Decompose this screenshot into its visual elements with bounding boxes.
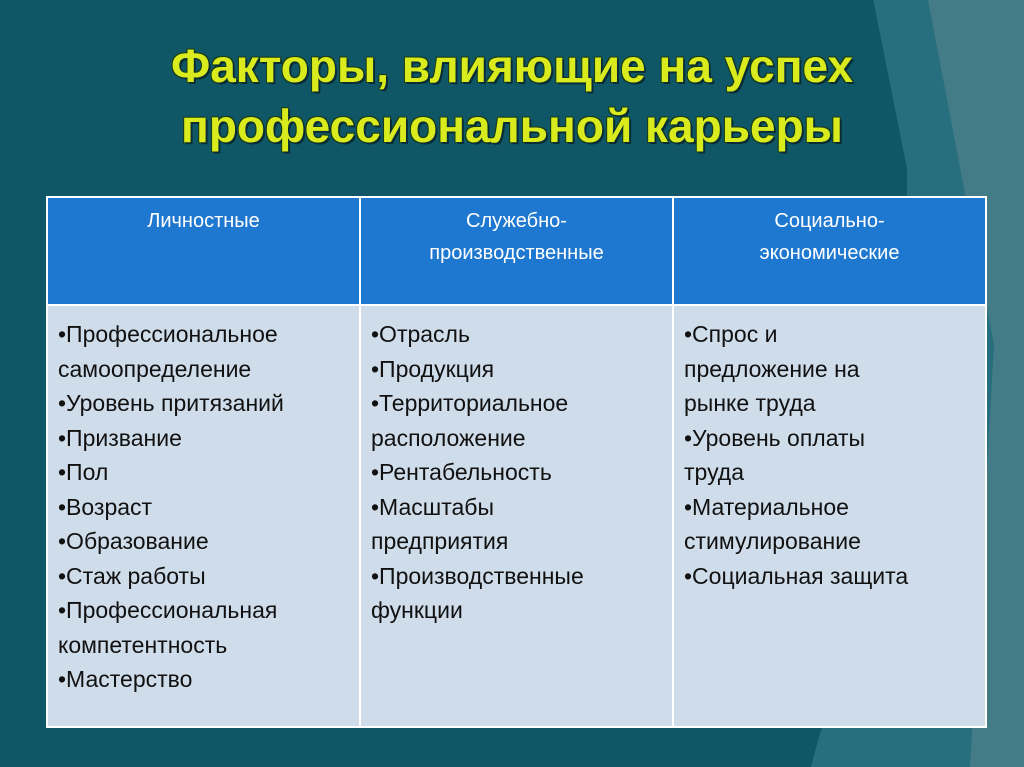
list-item: •Производственные функции [371, 562, 584, 623]
list-item: •Призвание [58, 424, 182, 451]
list-item: •Мастерство [58, 666, 193, 692]
factors-table [46, 196, 987, 728]
list-item: •Уровень оплаты труда [684, 424, 866, 485]
list-item: •Социальная защита [684, 562, 909, 589]
header-socio-economic: Социально- экономические [759, 210, 900, 264]
header-personal: Личностные [48, 198, 361, 304]
slide-title: Факторы, влияющие на успех профессиональной карьеры [170, 40, 854, 152]
list-item: •Масштабы предприятия [371, 493, 509, 554]
column-service-production [361, 306, 674, 728]
list-item: •Материальное стимулирование [684, 493, 861, 554]
table-header-row [48, 198, 985, 306]
list-item: •Рентабельность [371, 459, 552, 485]
list-item: •Уровень притязаний [58, 390, 284, 416]
list-item: •Возраст [58, 493, 153, 520]
header-service-production: Служебно- производственные [361, 198, 674, 304]
table-body-row [48, 306, 985, 728]
list-item: •Пол [58, 459, 109, 485]
column-socio-economic [674, 306, 985, 728]
list-item: •Территориальное расположение [371, 390, 569, 451]
column-personal [48, 306, 361, 728]
list-item: •Профессиональная компетентность [58, 597, 278, 658]
list-item: •Спрос и предложение на рынке труда [684, 321, 860, 416]
list-item: •Образование [58, 528, 209, 554]
list-item: •Стаж работы [58, 562, 206, 589]
list-item: •Профессиональное самоопределение [58, 321, 278, 382]
list-item: •Отрасль [371, 321, 470, 347]
list-item: •Продукция [371, 355, 495, 382]
